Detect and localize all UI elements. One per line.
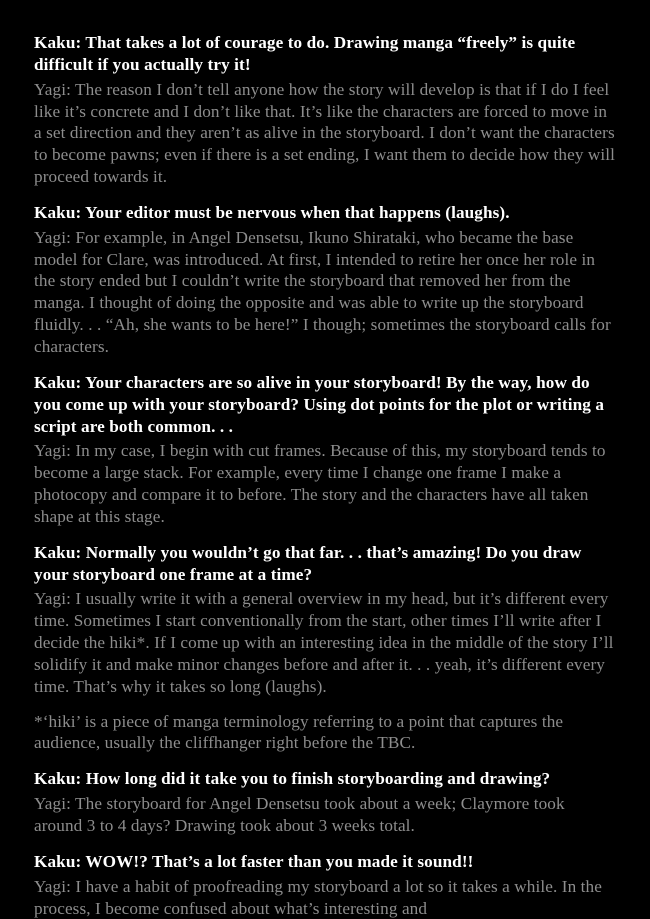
answer-text: Yagi: I have a habit of proofreading my storyboard a lot so it takes a while. In the process, I become confused about what’s interesting and — [34, 876, 602, 918]
question-text: Kaku: Your editor must be nervous when that happens (laughs). — [34, 202, 510, 222]
answer-text: Yagi: The reason I don’t tell anyone how the story will develop is that if I do I feel like it’s concrete and I don’t like that. It’s like the characters are forced to move in a set direction and they aren’t as alive in the storyboard. I don’t want the characters to become pawns; even if there is a set ending, I want them to decide how they will proceed towards it. — [34, 79, 616, 187]
question-text: Kaku: Normally you wouldn’t go that far. . . that’s amazing! Do you draw your storyboard one frame at a time? — [34, 542, 582, 584]
question-text: Kaku: That takes a lot of courage to do. Drawing manga “freely” is quite difficult if you actually try it! — [34, 33, 576, 74]
question-text: Kaku: Your characters are so alive in your storyboard! By the way, how do you come up with your storyboard? Using dot points for the plot or writing a script are both common. . . — [34, 372, 605, 436]
answer-text: Yagi: For example, in Angel Densetsu, Ikuno Shirataki, who became the base model for Clare, was introduced. At first, I intended to retire her once her role in the story ended but I couldn’t write the storyboard that removed her from the manga. I thought of doing the opposite and was able to write up the storyboard fluidly. . . “Ah, she wants to be here!” I though; sometimes the storyboard calls for characters. — [34, 227, 611, 356]
footnote-text: *‘hiki’ is a piece of manga terminology referring to a point that captures the audience, usually the cliffhanger right before the TBC. — [34, 711, 564, 753]
question-text: Kaku: WOW!? That’s a lot faster than you made it sound!! — [34, 851, 474, 871]
answer-text: Yagi: In my case, I begin with cut frames. Because of this, my storyboard tends to become a large stack. For example, every time I change one frame I make a photocopy and compare it to before. The story and the characters have all taken shape at this stage. — [34, 441, 606, 526]
qa-block — [34, 851, 616, 919]
answer-text: Yagi: I usually write it with a general overview in my head, but it’s different every time. Sometimes I start conventionally from the start, other times I’ll write after I decide the hiki*. If I come up with an interesting idea in the middle of the story I’ll solidify it and make minor changes before and after it. . . yeah, it’s different every time. That’s why it takes so long (laughs). — [34, 589, 614, 696]
qa-block — [34, 202, 616, 358]
qa-block — [34, 768, 616, 837]
qa-block — [34, 32, 616, 188]
question-text: Kaku: How long did it take you to finish storyboarding and drawing? — [34, 769, 551, 789]
qa-block — [34, 542, 616, 698]
qa-block — [34, 372, 616, 528]
answer-text: Yagi: The storyboard for Angel Densetsu took about a week; Claymore took around 3 to 4 days? Drawing took about 3 weeks total. — [34, 794, 565, 835]
